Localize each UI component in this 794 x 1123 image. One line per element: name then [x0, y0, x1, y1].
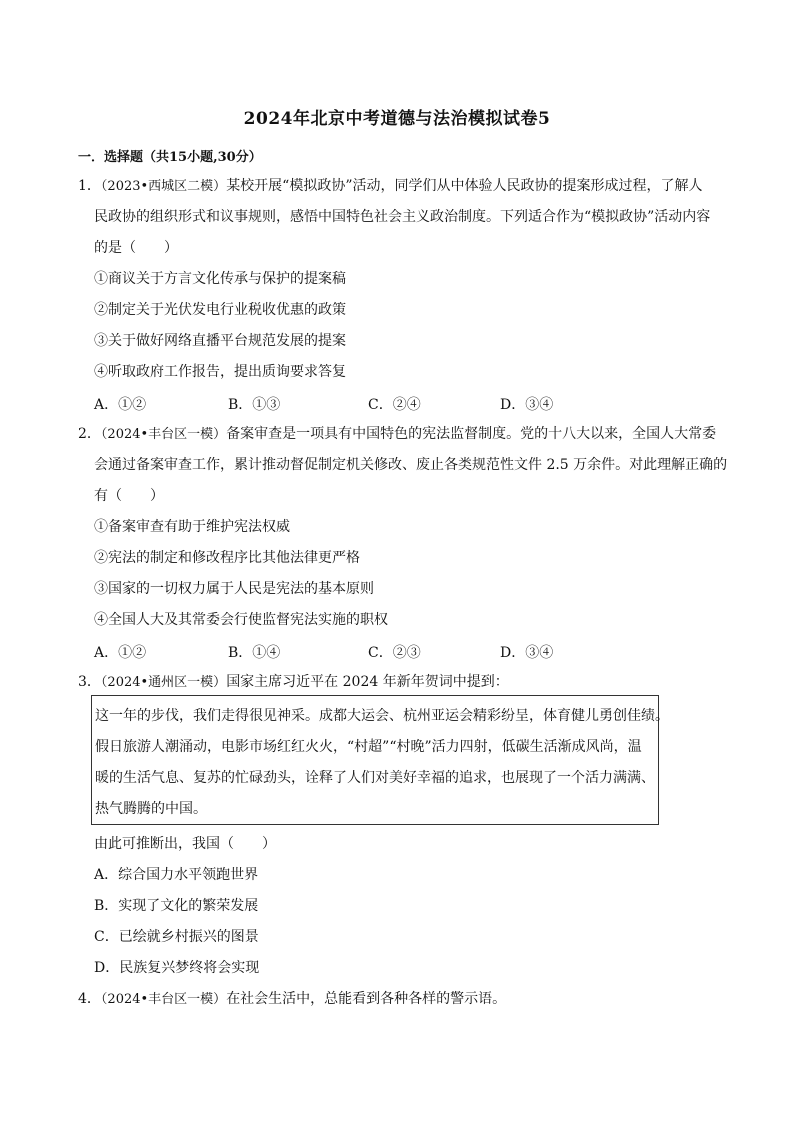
quote-line: 这一年的步伐，我们走得很见神采。成都大运会、杭州亚运会精彩纷呈，体育健儿勇创佳绩。 [95, 708, 669, 724]
option-d[interactable]: D．③④ [500, 397, 554, 413]
statement-item: ①备案审查有助于维护宪法权威 [94, 519, 290, 535]
statement-item: ④全国人大及其常委会行使监督宪法实施的职权 [94, 612, 388, 628]
statement-item: ④听取政府工作报告，提出质询要求答复 [94, 364, 346, 380]
answer-options [94, 642, 614, 660]
option-a[interactable]: A．①② [94, 645, 147, 661]
option-c[interactable]: C．②③ [368, 645, 421, 661]
question-text: 民政协的组织形式和议事规则，感悟中国特色社会主义政治制度。下列适合作为“模拟政协”活动内容 [94, 209, 711, 225]
question-text: 备案审查是一项具有中国特色的宪法监督制度。党的十八大以来，全国人大常委 [226, 426, 717, 442]
question-number: 4． [78, 991, 101, 1007]
question-2-line-1 [78, 425, 716, 444]
question-text: 在社会生活中，总能看到各种各样的警示语。 [226, 991, 507, 1007]
option-d[interactable]: D．③④ [500, 645, 554, 661]
question-text: 的是（ ） [94, 240, 178, 256]
question-stem: 由此可推断出，我国（ ） [94, 836, 276, 852]
statement-item: ③国家的一切权力属于人民是宪法的基本原则 [94, 581, 374, 597]
option-b[interactable]: B．①③ [228, 397, 281, 413]
question-source: （2024•丰台区一模） [100, 427, 227, 442]
option-c[interactable]: C．②④ [368, 397, 421, 413]
question-text: 国家主席习近平在 2024 年新年贺词中提到： [226, 674, 509, 690]
question-number: 2． [78, 426, 101, 442]
question-source: （2024•丰台区一模） [100, 992, 227, 1007]
quote-box [91, 695, 669, 825]
statement-item: ②制定关于光伏发电行业税收优惠的政策 [94, 302, 346, 318]
question-source: （2023•西城区二模） [100, 179, 227, 194]
question-text: 某校开展“模拟政协”活动，同学们从中体验人民政协的提案形成过程，了解人 [226, 178, 703, 194]
question-number: 3． [78, 674, 101, 690]
question-4-line-1 [78, 990, 506, 1009]
answer-options [94, 394, 614, 412]
quote-line: 暖的生活气息、复苏的忙碌劲头，诠释了人们对美好幸福的追求，也展现了一个活力满满、 [95, 770, 655, 786]
statement-item: ①商议关于方言文化传承与保护的提案稿 [94, 271, 346, 287]
question-text: 有（ ） [94, 488, 164, 504]
quote-line: 热气腾腾的中国。 [95, 801, 207, 817]
option-b[interactable]: B．①④ [228, 645, 281, 661]
question-3-line-1 [78, 673, 509, 692]
option-d[interactable]: D．民族复兴梦终将会实现 [94, 960, 260, 976]
page-title: 2024年北京中考道德与法治模拟试卷5 [243, 109, 551, 129]
question-source: （2024•通州区一模） [100, 675, 227, 690]
section-heading: 一．选择题（共15小题,30分） [78, 150, 262, 165]
option-c[interactable]: C．已绘就乡村振兴的图景 [94, 929, 259, 945]
question-1-line-1 [78, 177, 703, 196]
option-a[interactable]: A．①② [94, 397, 147, 413]
statement-item: ③关于做好网络直播平台规范发展的提案 [94, 333, 346, 349]
statement-item: ②宪法的制定和修改程序比其他法律更严格 [94, 550, 360, 566]
question-text: 会通过备案审查工作，累计推动督促制定机关修改、废止各类规范性文件 2.5 万余件。对此理解正确的 [94, 457, 728, 473]
question-number: 1． [78, 178, 101, 194]
option-b[interactable]: B．实现了文化的繁荣发展 [94, 898, 259, 914]
option-a[interactable]: A．综合国力水平领跑世界 [94, 867, 259, 883]
quote-line: 假日旅游人潮涌动，电影市场红红火火，“村超”“村晚”活力四射，低碳生活渐成风尚，温 [95, 739, 642, 755]
